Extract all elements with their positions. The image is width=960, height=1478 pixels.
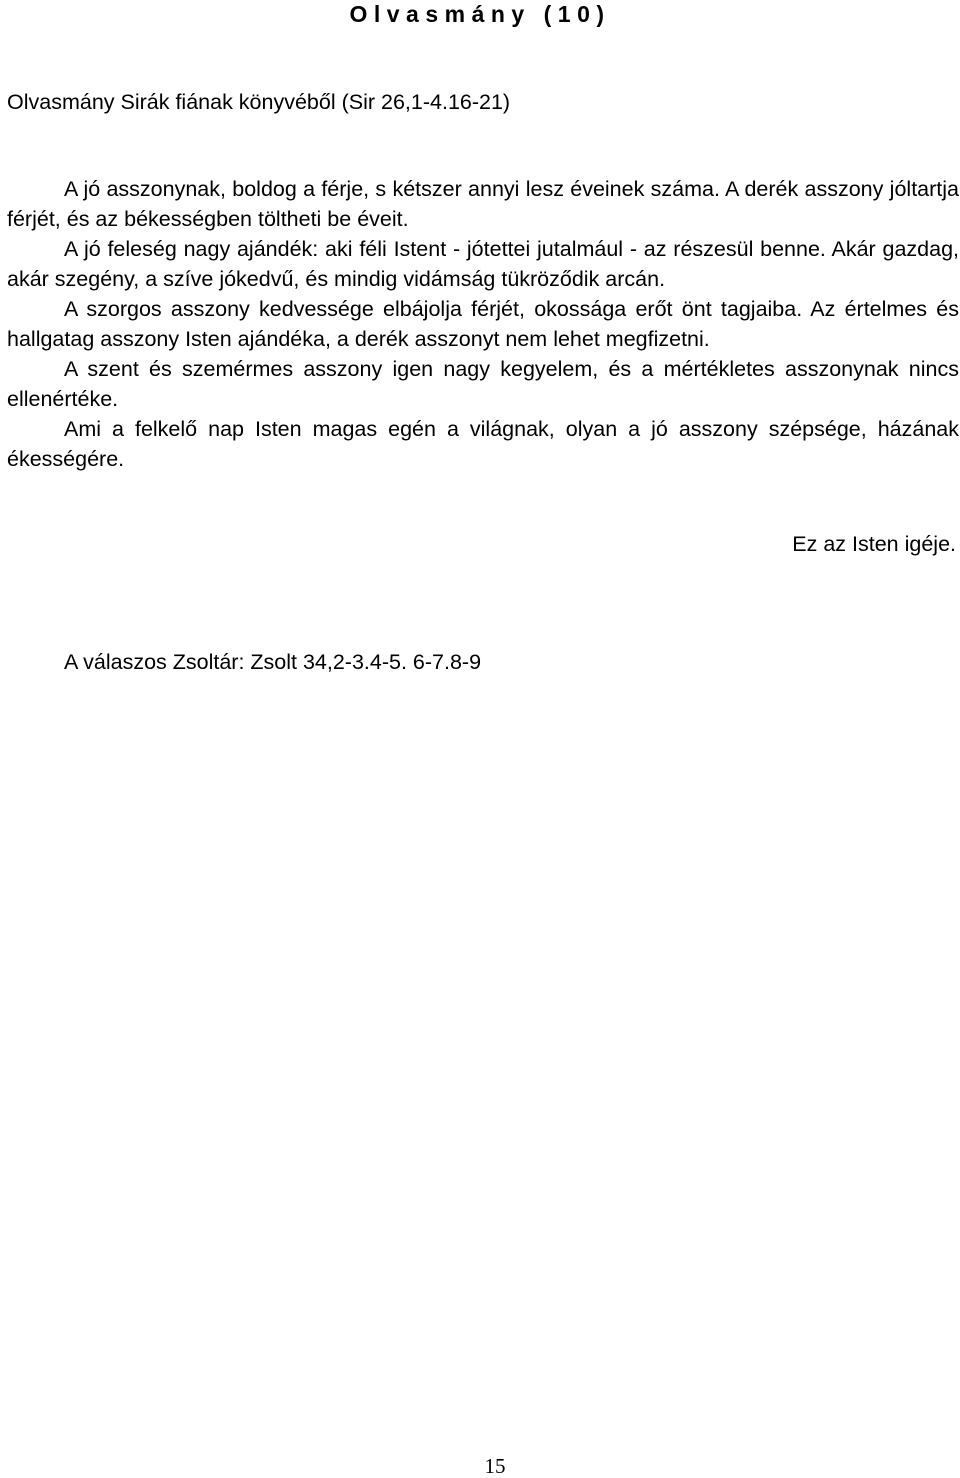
closing-acclamation: Ez az Isten igéje. — [792, 532, 956, 556]
psalm-reference: A válaszos Zsoltár: Zsolt 34,2-3.4-5. 6-7.8-9 — [64, 650, 482, 674]
page-number: 15 — [484, 1454, 506, 1478]
reading-reference: Olvasmány Sirák fiának könyvéből (Sir 26,1-4.16-21) — [7, 90, 511, 114]
reading-body — [7, 174, 959, 474]
paragraph: A szent és szemérmes asszony igen nagy kegyelem, és a mértékletes asszonynak nincs ellenértéke. — [7, 357, 959, 411]
paragraph: A szorgos asszony kedvessége elbájolja férjét, okossága erőt önt tagjaiba. Az értelmes és hallgatag asszony Isten ajándéka, a derék asszonyt nem lehet megfizetni. — [7, 297, 959, 351]
paragraph: A jó feleség nagy ajándék: aki féli Istent - jótettei jutalmául - az részesül benne. Akár gazdag, akár szegény, a szíve jókedvű, és mindig vidámság tükröződik arcán. — [7, 237, 959, 291]
paragraph: Ami a felkelő nap Isten magas egén a világnak, olyan a jó asszony szépsége, házának ékességére. — [7, 417, 959, 471]
paragraph: A jó asszonynak, boldog a férje, s kétszer annyi lesz éveinek száma. A derék asszony jóltartja férjét, és az békességben töltheti be éveit. — [7, 177, 959, 231]
page-title: Olvasmány (10) — [349, 1, 611, 27]
